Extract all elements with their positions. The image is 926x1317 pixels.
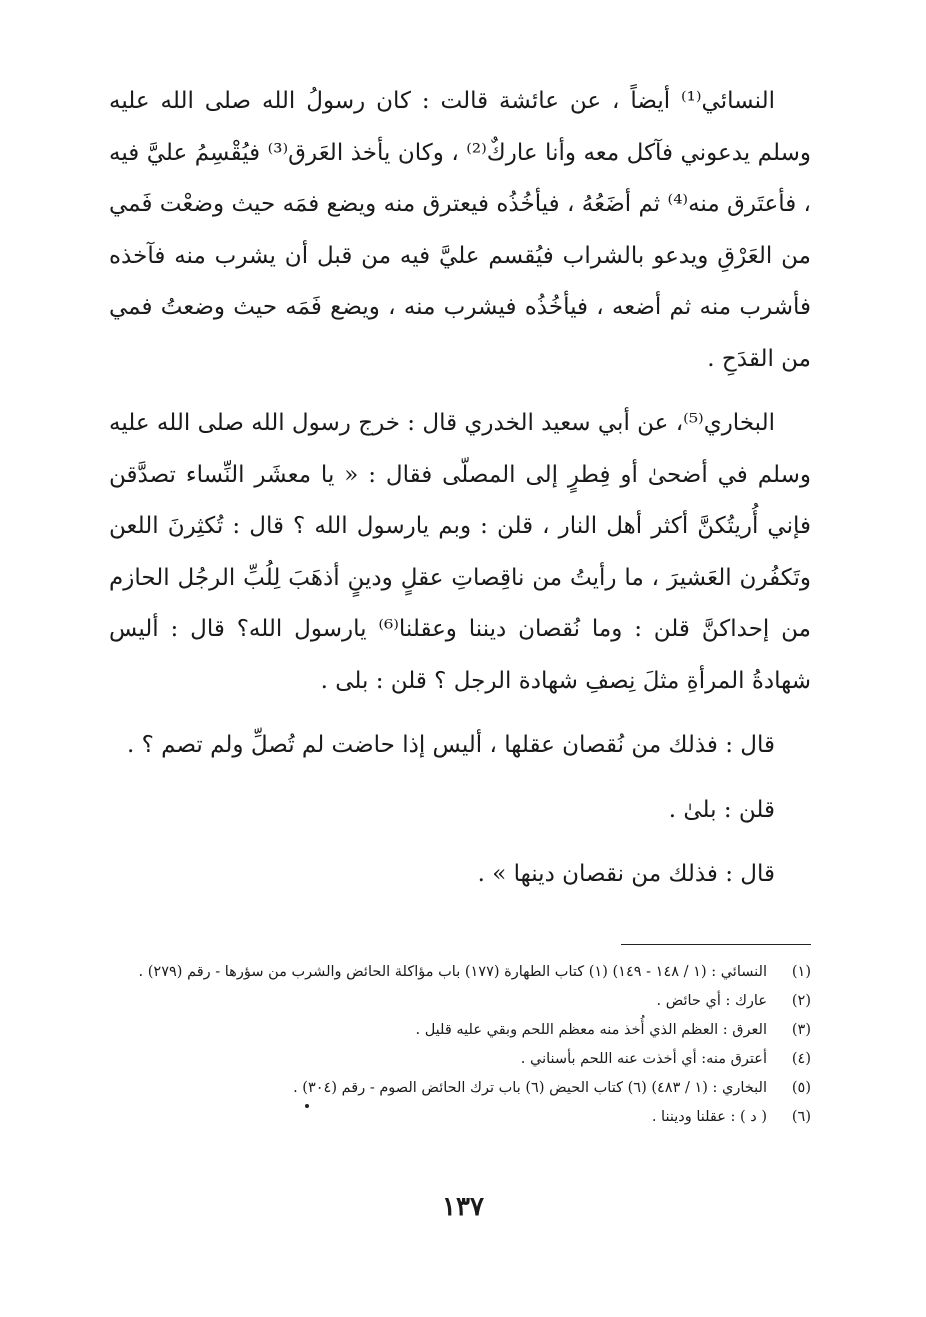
paragraph-qulna: قلن : بلىٰ . xyxy=(668,796,775,823)
footnote-number: (٢) xyxy=(791,993,811,1009)
footnote-separator xyxy=(621,944,811,945)
footnote-item xyxy=(111,1016,811,1045)
footnote-number: (٣) xyxy=(791,1022,811,1038)
footnote-text: ( د ) : عقلنا وديننا . xyxy=(651,1109,767,1125)
page-number: ١٣٧ xyxy=(442,1192,484,1222)
footnote-number: (٦) xyxy=(791,1109,811,1125)
footnote-number: (١) xyxy=(791,964,811,980)
footnote-item xyxy=(111,958,811,987)
footnote-text: العرق : العظم الذي أُخذ منه معظم اللحم وبقي عليه قليل . xyxy=(415,1022,767,1038)
footnotes xyxy=(111,958,811,1132)
footnote-item xyxy=(111,1074,811,1103)
footnote-text: النسائي : (١ / ١٤٨ - ١٤٩) (١) كتاب الطهارة (١٧٧) باب مؤاكلة الحائض والشرب من سؤرها - رقم (٢٧٩) . xyxy=(138,964,767,980)
footnote-item xyxy=(111,1045,811,1074)
footnote-number: (٥) xyxy=(791,1080,811,1096)
footnote-number: (٤) xyxy=(791,1051,811,1067)
paragraph-qal-2: قال : فذلك من نقصان دينها » . xyxy=(477,861,775,887)
paragraph-qal-1: قال : فذلك من نُقصان عقلها ، أليس إذا حاضت لم تُصلِّ ولم تصم ؟ . xyxy=(127,732,775,758)
footnote-item xyxy=(111,987,811,1016)
paragraph-bukhari: البخاري⁽⁵⁾، عن أبي سعيد الخدري قال : خرج رسول الله صلى الله عليه وسلم في أضحىٰ أو فِطرٍ إلى المصلّى فقال : « يا معشَر النِّساء تصدَّقن فإني أُريتُكنَّ أكثر أهل النار ، قلن : وبم يارسول الله ؟ قال : تُكثِرنَ اللعن وتَكفُرن العَشيرَ ، ما رأيتُ من ناقِصاتِ عقلٍ ودينٍ أذهَبَ لِلُبِّ الرجُل الحازم من إحداكنَّ قلن : وما نُقصان ديننا وعقلنا⁽⁶⁾ يارسول الله؟ قال : أليس شهادةُ المرأةِ مثلَ نِصفِ شهادة الرجل ؟ قلن : بلى . xyxy=(109,410,811,694)
paragraph-nasai: النسائي⁽¹⁾ أيضاً ، عن عائشة قالت : كان رسولُ الله صلى الله عليه وسلم يدعوني فآكل معه وأنا عاركٌ⁽²⁾ ، وكان يأخذ العَرق⁽³⁾ فيُقْسِمُ عليَّ فيه ، فأعتَرق منه⁽⁴⁾ ثم أضَعُهُ ، فيأخُذُه فيعترق منه ويضع فمَه حيث وضعْت فَمي من العَرْقِ ويدعو بالشراب فيُقسم عليَّ فيه من قبل أن يشرب منه فآخذه فأشرب منه ثم أضعه ، فيأخُذُه فيشرب منه ، ويضع فَمَه حيث وضعتُ فمي من القدَحِ . xyxy=(109,88,811,372)
footnote-text: أعترق منه: أي أخذت عنه اللحم بأسناني . xyxy=(520,1051,767,1067)
footnote-item xyxy=(111,1103,811,1132)
footnote-text: البخاري : (١ / ٤٨٣) (٦) كتاب الحيض (٦) باب ترك الحائض الصوم - رقم (٣٠٤) . xyxy=(293,1080,767,1096)
print-speck xyxy=(305,1104,309,1108)
main-text xyxy=(109,76,811,914)
footnote-text: عارك : أي حائض . xyxy=(656,993,767,1009)
